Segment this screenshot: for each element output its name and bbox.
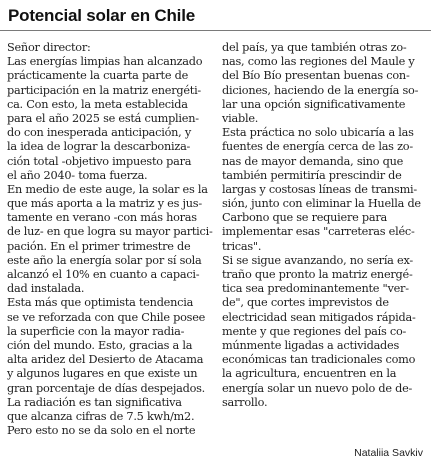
right-column <box>222 41 427 410</box>
text-line: traño que pronto la matriz energé- <box>222 268 413 281</box>
text-line: prácticamente la cuarta parte de <box>7 69 189 83</box>
text-line: electricidad sean mitigados rápida- <box>222 310 416 324</box>
text-line: tricas". <box>222 239 262 253</box>
text-line: diciones, haciendo de la energía so- <box>222 83 419 97</box>
text-line: también permitiría prescindir de <box>222 168 402 182</box>
text-line: la agricultura, encuentren en la <box>222 367 397 381</box>
text-line: largas y costosas líneas de transmi- <box>222 182 417 196</box>
text-line: de", que cortes imprevistos de <box>222 296 389 310</box>
text-line: la superficie con la mayor radia- <box>7 324 185 338</box>
text-line: se ve reforzada con que Chile posee <box>7 310 206 324</box>
text-line: energía solar un nuevo polo de de- <box>222 381 413 395</box>
text-line: participación en la matriz energéti- <box>7 83 202 97</box>
text-line: tica sea predominantemente "ver- <box>222 282 409 296</box>
text-line: de luz- en que logra su mayor partici- <box>7 225 213 239</box>
text-line: que más aporta a la matriz y es jus- <box>7 197 202 211</box>
text-line: fuentes de energía cerca de las zo- <box>222 140 413 154</box>
text-line: viable. <box>222 111 259 125</box>
text-line: el año 2040- toma fuerza. <box>7 168 148 182</box>
text-line: múnmente ligadas a actividades <box>222 338 400 352</box>
text-line: tamente en verano -con más horas <box>7 211 197 225</box>
text-line: gran porcentaje de días despejados. <box>7 381 206 395</box>
text-line: La radiación es tan significativa <box>7 395 182 409</box>
text-line: nas, como las regiones del Maule y <box>222 55 415 69</box>
article-headline: Potencial solar en Chile <box>8 6 195 25</box>
text-line: Señor director: <box>7 41 91 54</box>
author-byline: Nataliia Savkiv <box>354 447 423 459</box>
text-line: do con inesperada anticipación, y <box>7 126 192 140</box>
text-line: sión, junto con eliminar la Huella de <box>222 197 421 211</box>
text-line: ca. Con esto, la meta establecida <box>7 97 188 111</box>
text-line: económicas tan tradicionales como <box>222 353 416 367</box>
text-line: Las energías limpias han alcanzado <box>7 55 203 69</box>
text-line: que alcanza cifras de 7.5 kwh/m2. <box>7 409 195 423</box>
text-line: Carbono que se requiere para <box>222 211 388 225</box>
text-line: En medio de este auge, la solar es la <box>7 182 208 196</box>
headline-divider <box>0 30 431 31</box>
text-line: la idea de lograr la descarboniza- <box>7 140 191 154</box>
text-line: implementar esas "carreteras eléc- <box>222 225 415 239</box>
text-line: del país, ya que también otras zo- <box>222 41 407 54</box>
text-line: alcanzó el 10% en cuanto a capaci- <box>7 268 200 281</box>
text-line: este año la energía solar por sí sola <box>7 253 202 267</box>
text-line: pación. En el primer trimestre de <box>7 239 191 253</box>
text-line: Esta más que optimista tendencia <box>7 296 194 310</box>
text-line: ción total -objetivo impuesto para <box>7 154 192 168</box>
left-column <box>7 41 219 438</box>
text-line: dad instalada. <box>7 282 85 296</box>
text-line: Esta práctica no solo ubicaría a las <box>222 126 414 140</box>
text-line: lar una opción significativamente <box>222 97 406 111</box>
text-line: nas de mayor demanda, sino que <box>222 154 404 168</box>
text-line: Si se sigue avanzando, no sería ex- <box>222 253 413 267</box>
text-line: Pero esto no se da solo en el norte <box>7 424 196 438</box>
text-line: alta aridez del Desierto de Atacama <box>7 353 204 367</box>
text-line: sarrollo. <box>222 395 268 409</box>
text-line: mente y que regiones del país co- <box>222 324 407 338</box>
text-line: para el año 2025 se está cumplien- <box>7 111 199 125</box>
text-line: y algunos lugares en que existe un <box>7 367 198 381</box>
text-line: ción del mundo. Esto, gracias a la <box>7 338 193 352</box>
text-line: del Bío Bío presentan buenas con- <box>222 69 410 83</box>
